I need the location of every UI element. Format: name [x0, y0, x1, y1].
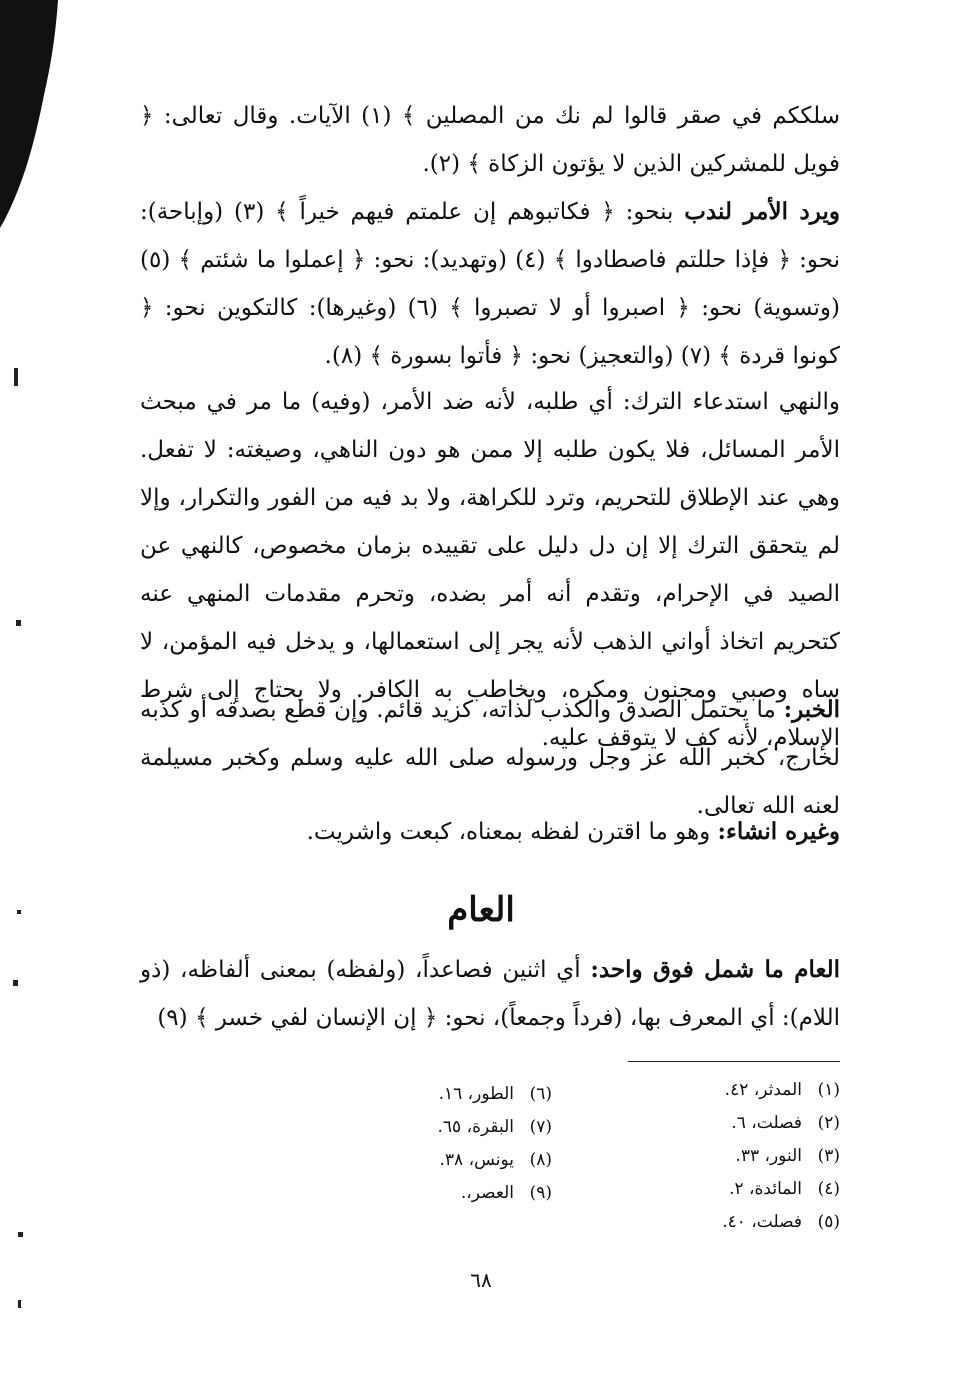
- footnote-item: (٩)العصر،.: [460, 1183, 552, 1203]
- footnote-divider: [628, 1061, 840, 1062]
- torn-corner: [0, 0, 70, 230]
- footnote-item: (٧)البقرة، ٦٥.: [437, 1117, 552, 1137]
- section-title: العام: [447, 890, 515, 930]
- scan-speck: [18, 1232, 23, 1237]
- footnote-item: (٣)النور، ٣٣.: [735, 1146, 840, 1166]
- paragraph-text: بنحو: ﴿ فكاتبوهم إن علمتم فيهم خيراً ﴾ (٣) (وإباحة): نحو: ﴿ فإذا حللتم فاصطادوا ﴾ (٤) (وتهديد): نحو: ﴿ إعملوا ما شئتم ﴾ (٥) (وتسوية) نحو: ﴿ اصبروا أو لا تصبروا ﴾ (٦) (وغيرها): كالتكوين نحو: ﴿ كونوا قردة ﴾ (٧) (والتعجيز) نحو: ﴿ فأتوا بسورة ﴾ (٨).: [140, 199, 840, 369]
- paragraph-text: أي اثنين فصاعداً، (ولفظه) بمعنى ألفاظه، (ذو اللام): أي المعرف بها، (فرداً وجمعاً)، نحو: ﴿ إن الإنسان لفي خسر ﴾ (٩): [140, 957, 840, 1031]
- paragraph-verse-continuation: [140, 92, 840, 188]
- paragraph-text: وهو ما اقترن لفظه بمعناه، كبعت واشريت.: [306, 819, 718, 845]
- footnotes-right-column: [540, 1074, 840, 1239]
- scan-speck: [14, 368, 18, 386]
- scan-speck: [16, 620, 21, 626]
- scan-speck: [13, 980, 18, 986]
- scan-speck: [17, 910, 21, 914]
- footnote-item: (٨)يونس، ٣٨.: [439, 1150, 552, 1170]
- footnote-item: (١)المدثر، ٤٢.: [724, 1080, 840, 1100]
- footnote-item: (٥)فصلت، ٤٠.: [722, 1212, 840, 1232]
- paragraph-text: والنهي استدعاء الترك: أي طلبه، لأنه ضد الأمر، (وفيه) ما مر في مبحث الأمر المسائل، فلا يكون طلبه إلا ممن هو دون الناهي، وصيغته: لا تفعل. وهي عند الإطلاق للتحريم، وترد للكراهة، ولا بد فيه من الفور والتكرار، وإلا لم يتحقق الترك إلا إن دل دليل على تقييده بزمان مخصوص، كالنهي عن الصيد في الإحرام، وتقدم أنه أمر بضده، وتحرم مقدمات المنهي عنه كتحريم اتخاذ أواني الذهب لأنه يجر إلى استعمالها، و يدخل فيه المؤمن، لا ساه وصبي ومجنون ومكره، ويخاطب به الكافر. ولا يحتاج إلى شرط الإسلام، لأنه كف لا يتوقف عليه.: [140, 389, 840, 751]
- paragraph-general-definition: [140, 946, 840, 1042]
- paragraph-command-uses: [140, 188, 840, 380]
- paragraph-lead: ويرد الأمر لندب: [684, 198, 840, 225]
- paragraph-text: سلككم في صقر قالوا لم نك من المصلين ﴾ (١) الآيات. وقال تعالى: ﴿ فويل للمشركين الذين لا يؤتون الزكاة ﴾ (٢).: [140, 103, 841, 177]
- footnote-item: (٦)الطور، ١٦.: [438, 1084, 552, 1104]
- footnote-item: (٢)فصلت، ٦.: [731, 1113, 840, 1133]
- footnotes-left-column: [252, 1078, 552, 1210]
- page-number: ٦٨: [470, 1268, 492, 1292]
- paragraph-lead: وغيره انشاء:: [717, 818, 840, 845]
- paragraph-insha: [140, 808, 840, 856]
- paragraph-text: ما يحتمل الصدق والكذب لذاته، كزيد قائم. وإن قطع بصدقه أو كذبه لخارج، كخبر الله عز وجل ورسوله صلى الله عليه وسلم وكخبر مسيلمة لعنه الله تعالى.: [140, 697, 840, 819]
- paragraph-lead: الخبر:: [783, 696, 840, 723]
- paragraph-lead: العام ما شمل فوق واحد:: [590, 956, 841, 983]
- scan-speck: [18, 1300, 21, 1308]
- footnote-item: (٤)المائدة، ٢.: [729, 1179, 840, 1199]
